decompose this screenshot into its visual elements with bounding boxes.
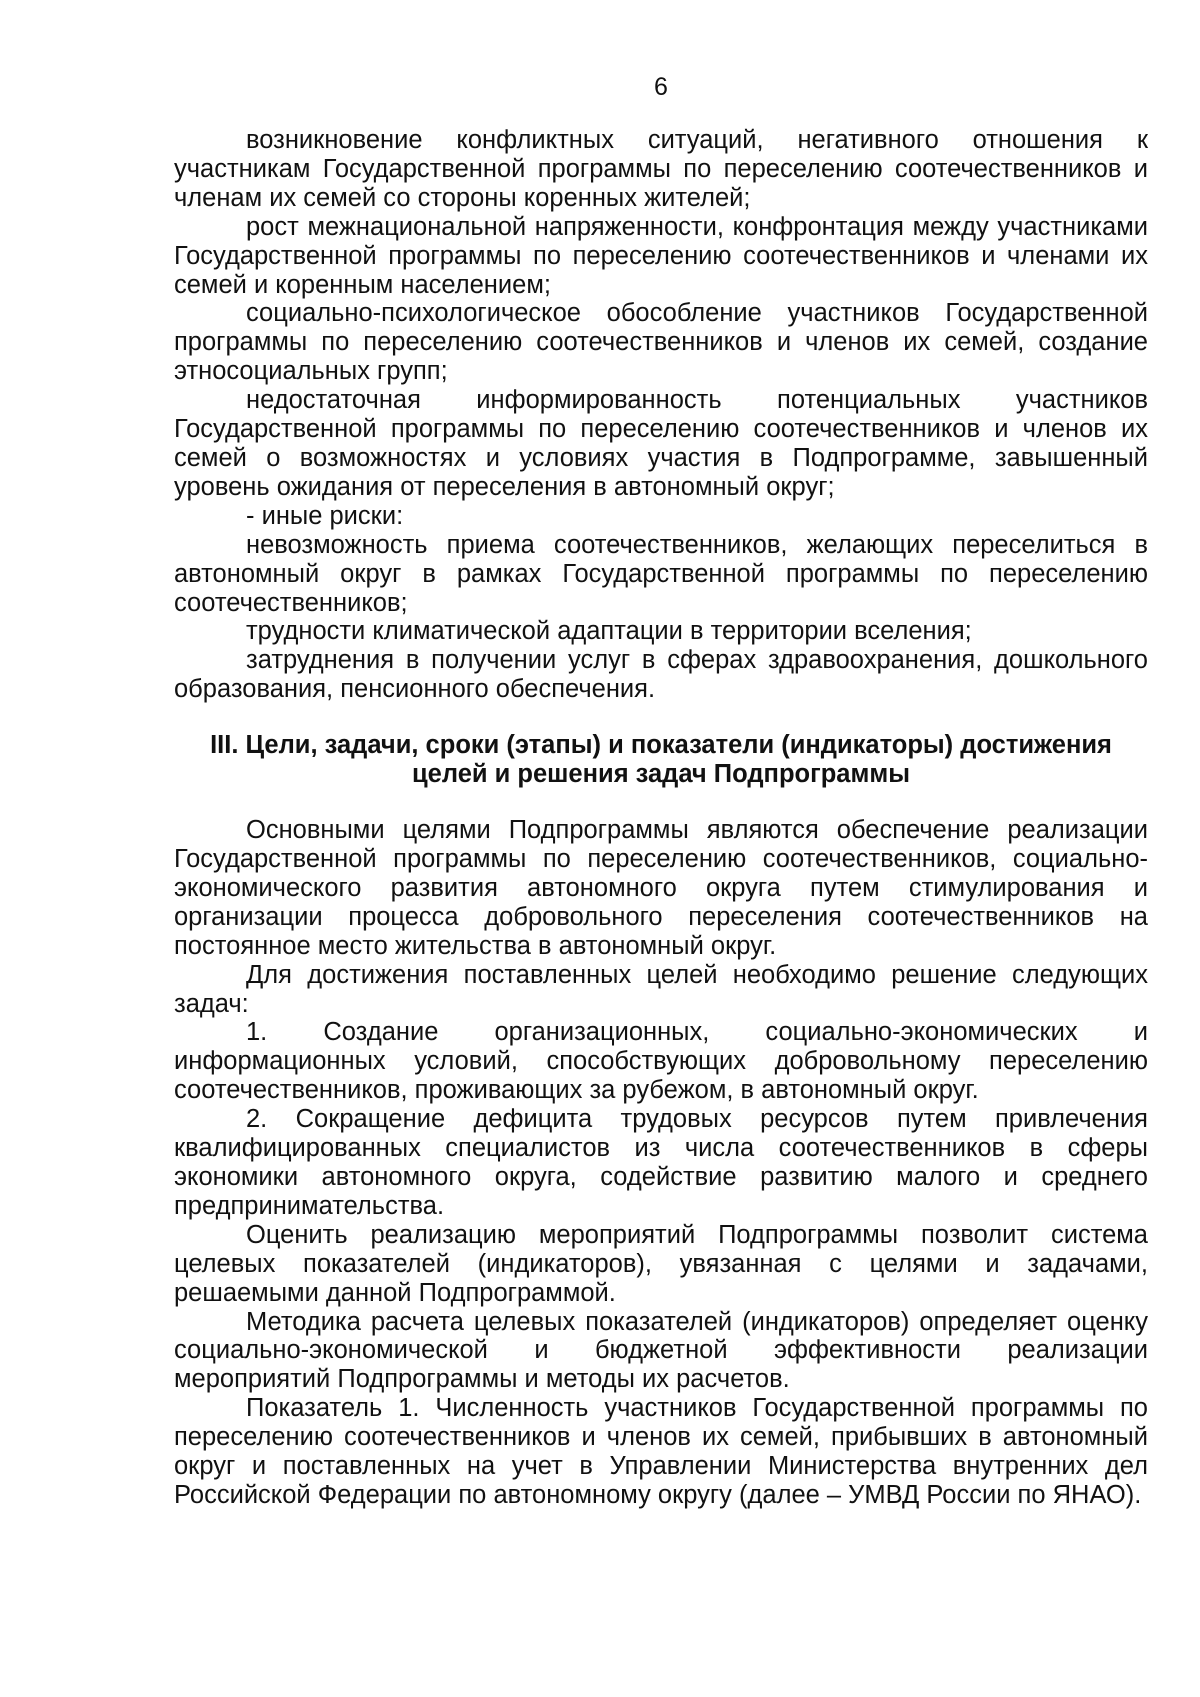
risk-paragraph-2: рост межнациональной напряженности, конфронтация между участниками Государственной программы по переселению соотечественников и членами их семей и коренным населением; [174, 212, 1148, 299]
risk-paragraph-1: возникновение конфликтных ситуаций, негативного отношения к участникам Государственной программы по переселению соотечественников и членам их семей со стороны коренных жителей; [174, 126, 1148, 212]
section-paragraph-7: Показатель 1. Численность участников Государственной программы по переселению соотечественников и членов их семей, прибывших в автономный округ и поставленных на учет в Управлении Министерства внутренних дел Российской Федерации по автономному округу (далее – УМВД России по ЯНАО). [174, 1394, 1148, 1509]
section-paragraph-3: 1. Создание организационных, социально-экономических и информационных условий, способствующих добровольному переселению соотечественников, проживающих за рубежом, в автономный округ. [174, 1018, 1148, 1105]
risk-paragraph-4: недостаточная информированность потенциальных участников Государственной программы по переселению соотечественников и членов их семей о возможностях и условиях участия в Подпрограмме, завышенный уровень ожидания от переселения в автономный округ; [174, 386, 1148, 501]
risk-paragraph-7: трудности климатической адаптации в территории вселения; [246, 617, 972, 646]
section-paragraph-5: Оценить реализацию мероприятий Подпрограммы позволит система целевых показателей (индикаторов), увязанная с целями и задачами, решаемыми данной Подпрограммой. [174, 1220, 1148, 1307]
section-paragraph-6: Методика расчета целевых показателей (индикаторов) определяет оценку социально-экономической и бюджетной эффективности реализации мероприятий Подпрограммы и методы их расчетов. [174, 1307, 1148, 1394]
section-paragraph-2: Для достижения поставленных целей необходимо решение следующих задач: [174, 960, 1148, 1018]
section-paragraph-4: 2. Сокращение дефицита трудовых ресурсов путем привлечения квалифицированных специалистов из числа соотечественников в сферы экономики автономного округа, содействие развитию малого и среднего предпринимательства. [174, 1105, 1148, 1220]
section-heading: III. Цели, задачи, сроки (этапы) и показатели (индикаторы) достижения целей и решения задач Подпрограммы [210, 731, 1112, 789]
section-paragraph-1: Основными целями Подпрограммы являются обеспечение реализации Государственной программы по переселению соотечественников, социально-экономического развития автономного округа путем стимулирования и организации процесса добровольного переселения соотечественников на постоянное место жительства в автономный округ. [174, 816, 1148, 960]
risk-paragraph-6: невозможность приема соотечественников, желающих переселиться в автономный округ в рамках Государственной программы по переселению соотечественников; [174, 530, 1148, 617]
risk-paragraph-5: - иные риски: [246, 501, 404, 530]
risk-paragraph-3: социально-психологическое обособление участников Государственной программы по переселению соотечественников и членов их семей, создание этносоциальных групп; [174, 299, 1148, 386]
page-number: 6 [654, 73, 668, 101]
document-body [174, 126, 1148, 1510]
risk-paragraph-8: затруднения в получении услуг в сферах здравоохранения, дошкольного образования, пенсионного обеспечения. [174, 646, 1148, 704]
